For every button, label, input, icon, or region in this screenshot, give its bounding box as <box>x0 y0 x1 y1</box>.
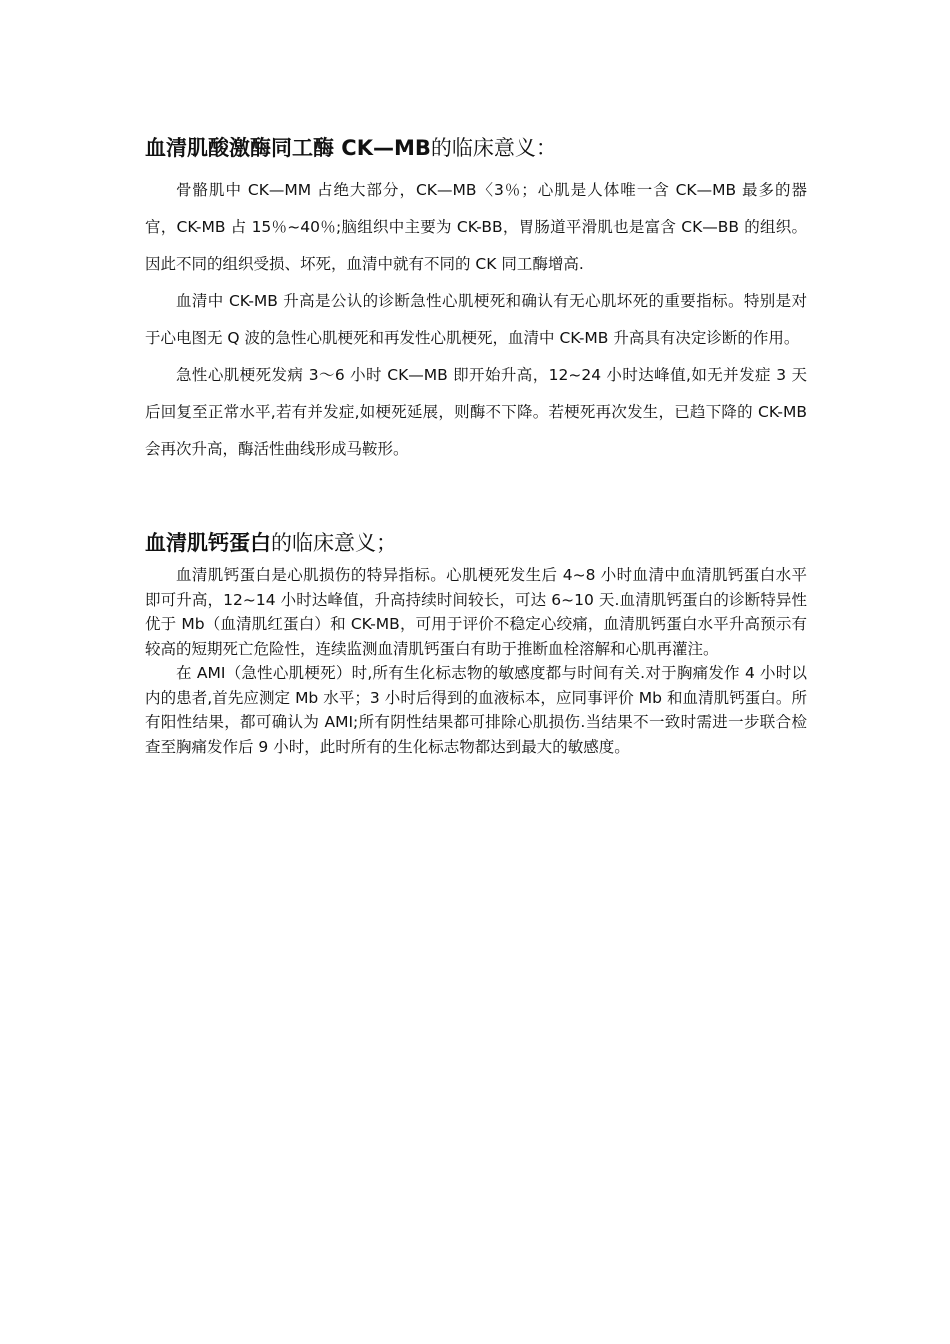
section-heading-ck-mb <box>145 128 807 168</box>
paragraph: 在 AMI（急性心肌梗死）时,所有生化标志物的敏感度都与时间有关.对于胸痛发作 4 小时以内的患者,首先应测定 Mb 水平；3 小时后得到的血液标本，应同事评价 Mb 和血清肌钙蛋白。所有阳性结果，都可确认为 AMI;所有阴性结果都可排除心肌损伤.当结果不一致时需进一步联合检查至胸痛发作后 9 小时，此时所有的生化标志物都达到最大的敏感度。 <box>145 664 807 756</box>
document-page <box>145 128 807 759</box>
section-ck-mb <box>145 128 807 468</box>
paragraph: 血清肌钙蛋白是心肌损伤的特异指标。心肌梗死发生后 4~8 小时血清中血清肌钙蛋白水平即可升高，12~14 小时达峰值，升高持续时间较长，可达 6~10 天.血清肌钙蛋白的诊断特异性优于 Mb（血清肌红蛋白）和 CK-MB，可用于评价不稳定心绞痛，血清肌钙蛋白水平升高预示有较高的短期死亡危险性，连续监测血清肌钙蛋白有助于推断血栓溶解和心肌再灌注。 <box>145 566 807 658</box>
heading-normal-text: 的临床意义； <box>271 531 397 555</box>
section-troponin <box>145 523 807 759</box>
heading-bold-text: 血清肌酸激酶同工酶 CK—MB <box>145 136 431 160</box>
paragraph: 骨骼肌中 CK—MM 占绝大部分，CK—MB〈3％；心肌是人体唯一含 CK—MB 最多的器官，CK-MB 占 15％~40％;脑组织中主要为 CK-BB，胃肠道平滑肌也是富含 CK—BB 的组织。因此不同的组织受损、坏死，血清中就有不同的 CK 同工酶增高. <box>145 181 807 273</box>
heading-bold-text: 血清肌钙蛋白 <box>145 531 271 555</box>
section-heading-troponin <box>145 523 807 563</box>
paragraph: 血清中 CK-MB 升高是公认的诊断急性心肌梗死和确认有无心肌坏死的重要指标。特别是对于心电图无 Q 波的急性心肌梗死和再发性心肌梗死，血清中 CK-MB 升高具有决定诊断的作用。 <box>145 292 807 347</box>
paragraph: 急性心肌梗死发病 3～6 小时 CK—MB 即开始升高，12~24 小时达峰值,如无并发症 3 天后回复至正常水平,若有并发症,如梗死延展，则酶不下降。若梗死再次发生，已趋下降的 CK-MB 会再次升高，酶活性曲线形成马鞍形。 <box>145 366 807 458</box>
heading-normal-text: 的临床意义： <box>430 136 557 160</box>
